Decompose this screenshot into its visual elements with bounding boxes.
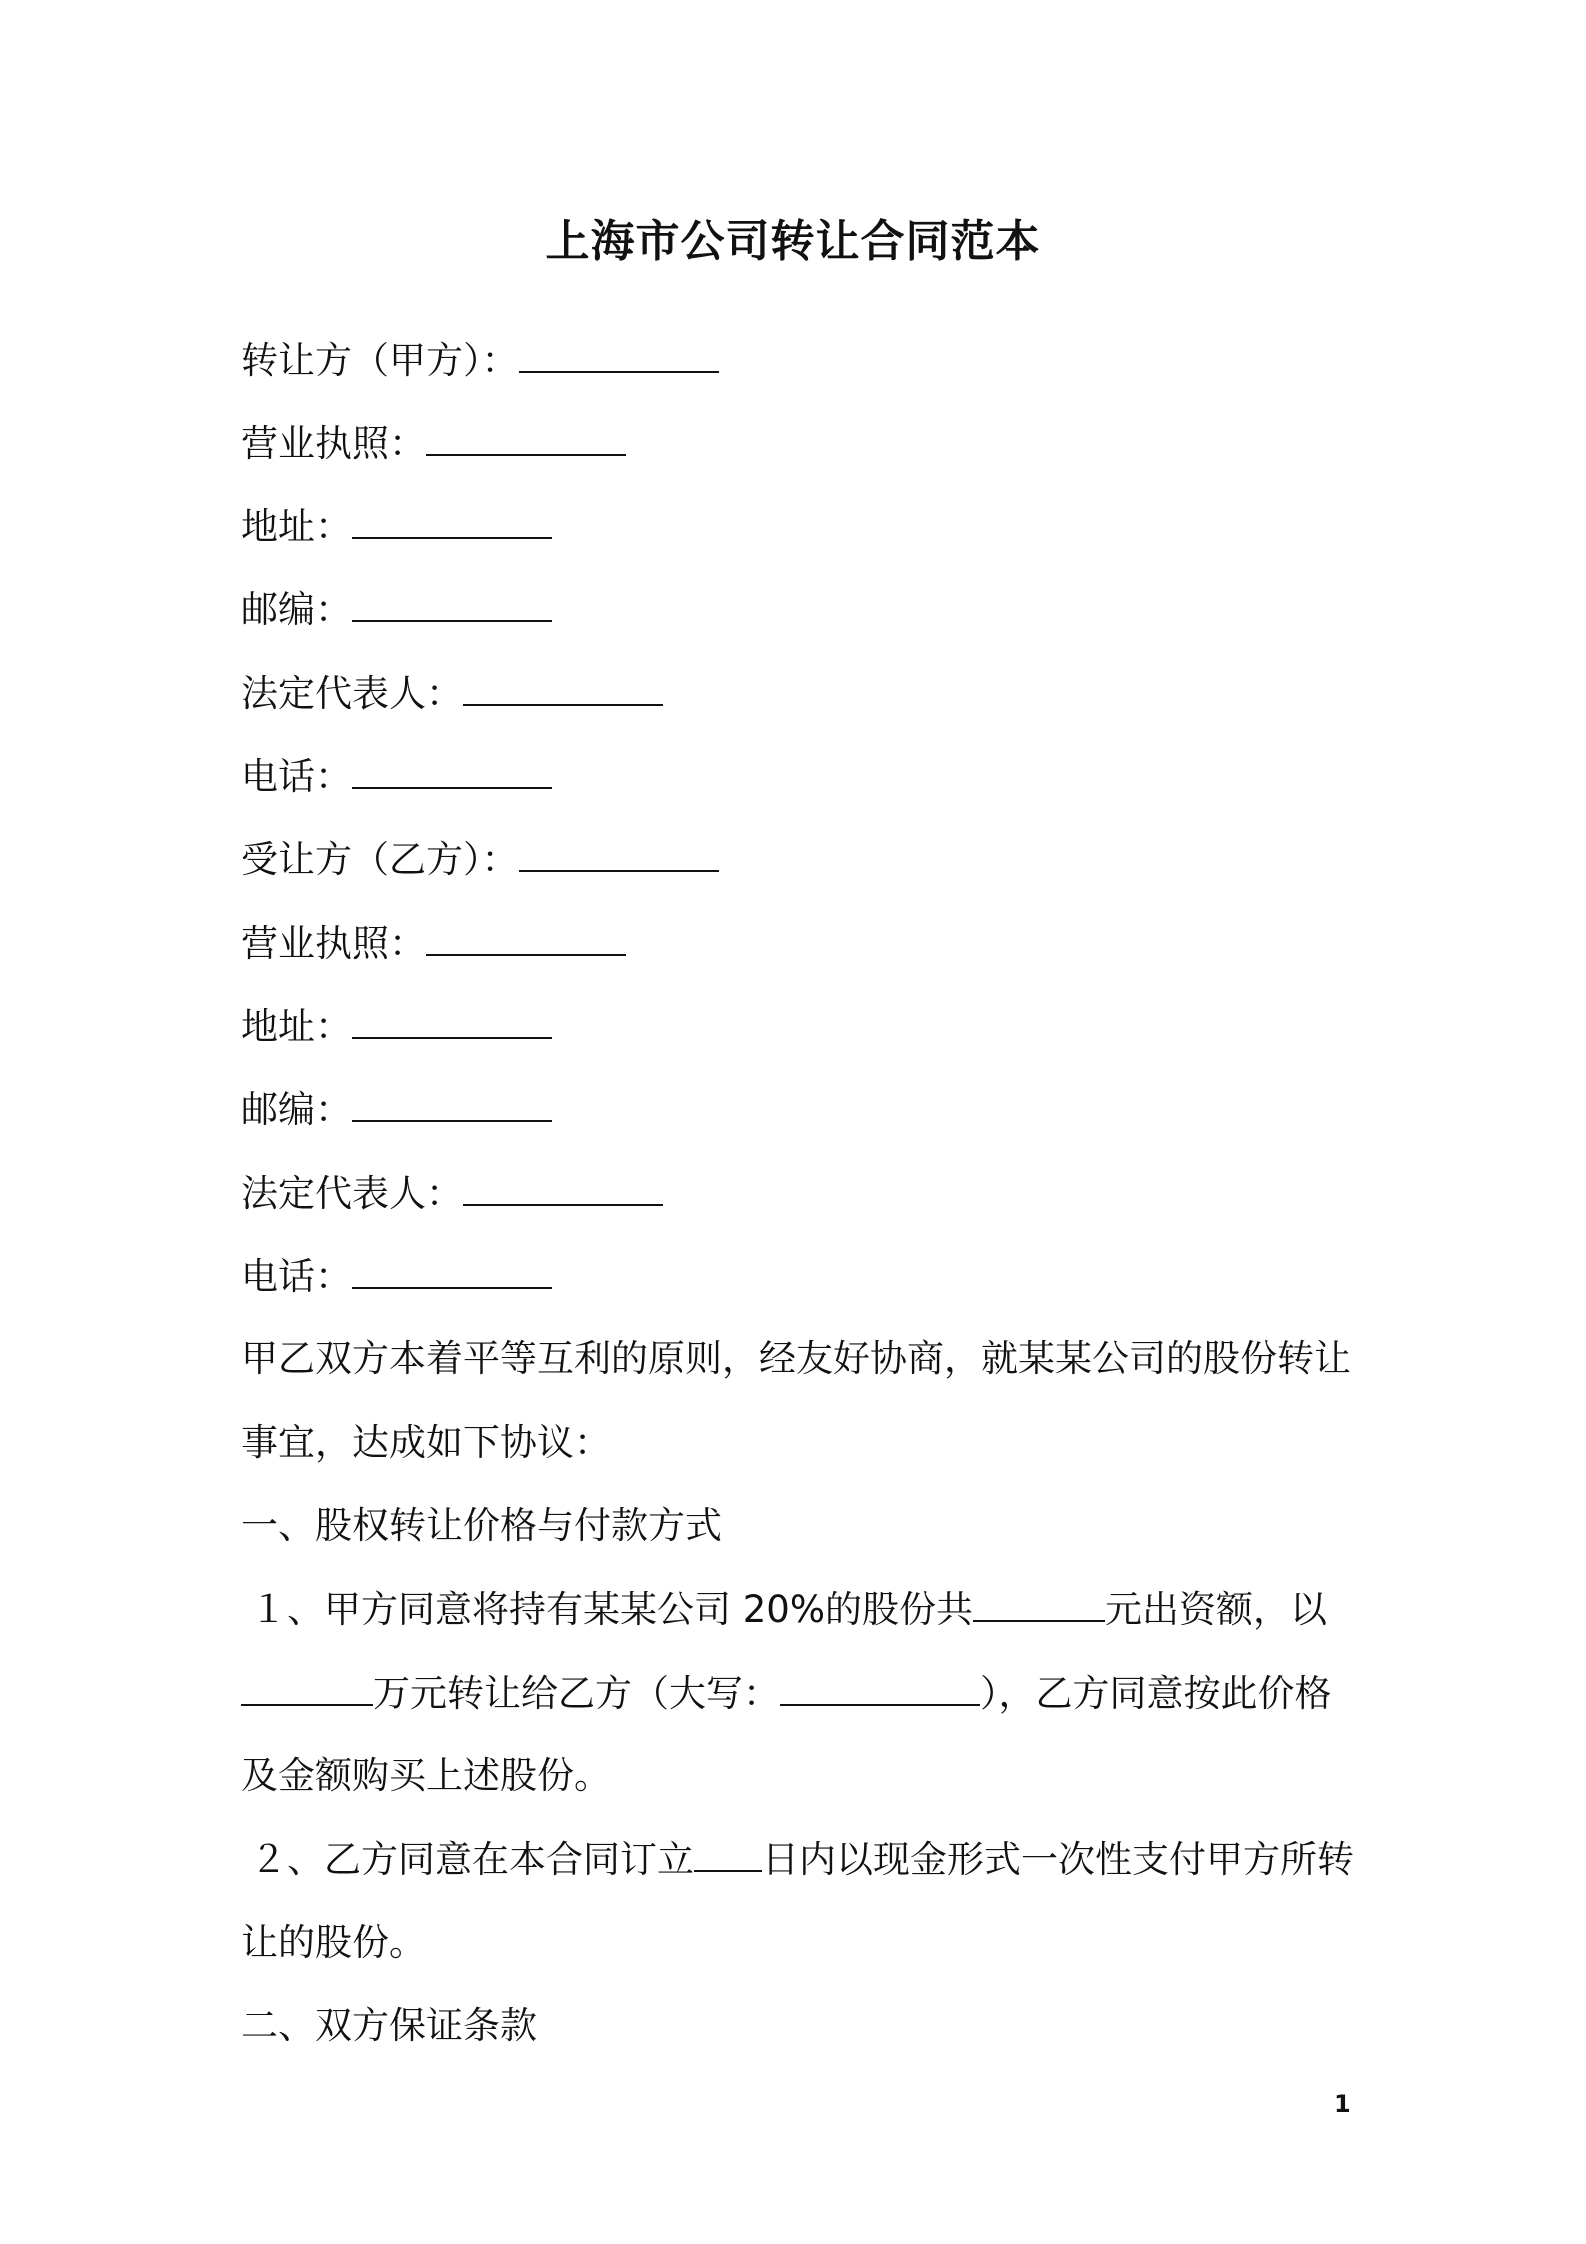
clause-2-days-blank	[694, 1834, 762, 1872]
clause-1-text-b: 元出资额，以	[1105, 1588, 1327, 1631]
party-b-postcode-blank	[352, 1084, 552, 1122]
party-a-rep-line	[241, 668, 1361, 718]
party-b-rep-line	[241, 1168, 1361, 1218]
party-b-phone-label: 电话：	[241, 1255, 352, 1298]
clause-2-text-a: ２、乙方同意在本合同订立	[250, 1838, 694, 1881]
clause-1-line-2	[241, 1668, 1361, 1718]
clause-2-line-2: 让的股份。	[241, 1921, 426, 1964]
party-b-postcode-label: 邮编：	[241, 1088, 352, 1131]
clause-1-text-c: 万元转让给乙方（大写：	[373, 1672, 780, 1715]
party-a-blank	[519, 335, 719, 373]
party-a-license-line	[241, 418, 1361, 468]
party-a-postcode-blank	[352, 584, 552, 622]
document-title: 上海市公司转让合同范本	[545, 216, 1041, 267]
intro-line-2: 事宜，达成如下协议：	[241, 1421, 611, 1464]
party-b-rep-label: 法定代表人：	[241, 1172, 463, 1215]
party-a-phone-blank	[352, 751, 552, 789]
party-a-address-line	[241, 501, 1361, 551]
party-a-rep-blank	[463, 668, 663, 706]
page-number: 1	[1334, 2090, 1351, 2118]
party-b-license-blank	[426, 918, 626, 956]
clause-1-text-a: １、甲方同意将持有某某公司 20%的股份共	[250, 1588, 973, 1631]
party-a-license-blank	[426, 418, 626, 456]
party-a-postcode-line	[241, 584, 1361, 634]
clause-2-text-b: 日内以现金形式一次性支付甲方所转	[762, 1838, 1354, 1881]
party-b-postcode-line	[241, 1084, 1361, 1134]
intro-line-1: 甲乙双方本着平等互利的原则，经友好协商，就某某公司的股份转让	[241, 1337, 1351, 1380]
party-a-label: 转让方（甲方）：	[241, 339, 519, 382]
party-b-rep-blank	[463, 1168, 663, 1206]
clause-1-uppercase-blank	[780, 1668, 980, 1706]
party-b-phone-line	[241, 1251, 1361, 1301]
party-b-label: 受让方（乙方）：	[241, 838, 519, 881]
party-b-line	[241, 834, 1361, 884]
party-a-license-label: 营业执照：	[241, 422, 426, 465]
party-a-postcode-label: 邮编：	[241, 588, 352, 631]
section-1-heading: 一、股权转让价格与付款方式	[241, 1504, 722, 1547]
clause-1-text-d: ），乙方同意按此价格	[980, 1672, 1332, 1715]
party-b-license-line	[241, 918, 1361, 968]
clause-1-line-1	[250, 1584, 1370, 1634]
party-a-address-blank	[352, 501, 552, 539]
clause-2-line-1	[250, 1834, 1370, 1884]
section-2-heading: 二、双方保证条款	[241, 2004, 537, 2047]
clause-1-price-blank	[241, 1668, 373, 1706]
party-b-license-label: 营业执照：	[241, 922, 426, 965]
party-b-address-line	[241, 1001, 1361, 1051]
party-a-phone-line	[241, 751, 1361, 801]
clause-1-line-3: 及金额购买上述股份。	[241, 1754, 611, 1797]
party-a-rep-label: 法定代表人：	[241, 672, 463, 715]
party-b-blank	[519, 834, 719, 872]
party-b-phone-blank	[352, 1251, 552, 1289]
party-a-phone-label: 电话：	[241, 755, 352, 798]
party-a-address-label: 地址：	[241, 505, 352, 548]
party-a-line	[241, 335, 1361, 385]
clause-1-amount-blank	[973, 1584, 1105, 1622]
party-b-address-label: 地址：	[241, 1005, 352, 1048]
party-b-address-blank	[352, 1001, 552, 1039]
